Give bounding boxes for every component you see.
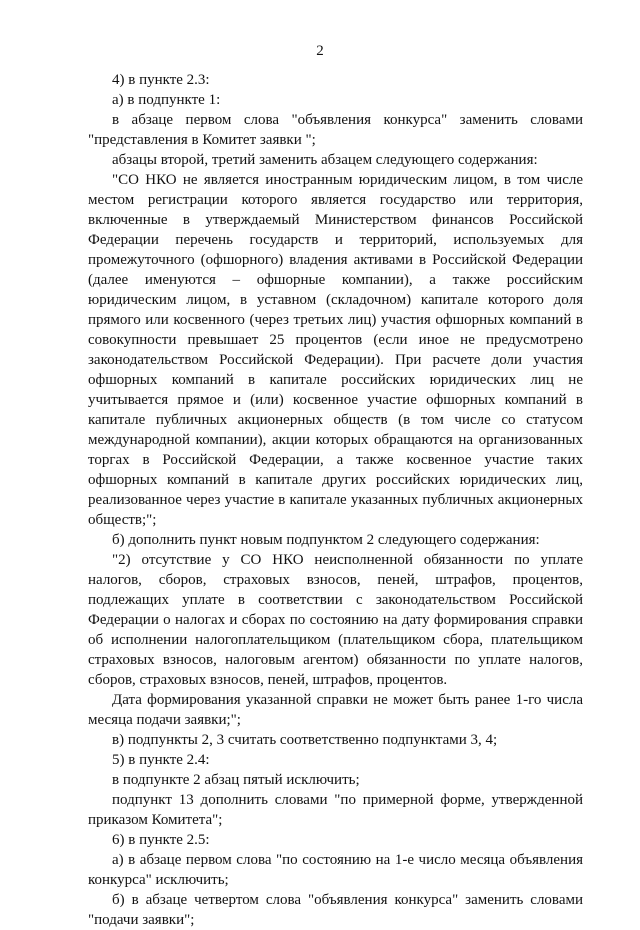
paragraph-subitem-a-exclude-words: а) в абзаце первом слова "по состоянию на 1-е число месяца объявления конкурса" исключить; xyxy=(88,852,583,888)
paragraph-subitem-v-renumber: в) подпункты 2, 3 считать соответственно подпунктами 3, 4; xyxy=(112,732,498,748)
paragraph-subitem-b-replace-words: б) в абзаце четвертом слова "объявления конкурса" заменить словами "подачи заявки"; xyxy=(88,892,583,928)
paragraph-exclude-fifth-abzac: в подпункте 2 абзац пятый исключить; xyxy=(112,772,360,788)
paragraph-subitem-a-point-1: а) в подпункте 1: xyxy=(112,92,221,108)
paragraph-offshore-text: "СО НКО не является иностранным юридическим лицом, в том числе местом регистрации которого является государство или территория, включенные в утверждаемый Министерством финансов Российской Федерации перечень государств и территорий, используемых для промежуточного (офшорного) владения активами в Российской Федерации (далее именуются – офшорные компании), а также российским юридическим лицом, в уставном (складочном) капитале которого доля прямого или косвенного (через третьих лиц) участия офшорных компаний в совокупности превышает 25 процентов (если иное не предусмотрено законодательством Российской Федерации). При расчете доли участия офшорных компаний в капитале российских юридических лиц не учитывается прямое и (или) косвенное участие офшорных компаний в капитале публичных акционерных обществ (в том числе со статусом международной компании), акции которых обращаются на организованных торгах в Российской Федерации, а также косвенное участие таких офшорных компаний в капитале других российских юридических лиц, реализованное через участие в капитале указанных публичных акционерных обществ;"; xyxy=(88,172,583,528)
paragraph-item-6-point-2-5: 6) в пункте 2.5: xyxy=(112,832,210,848)
paragraph-tax-obligation-text: "2) отсутствие у СО НКО неисполненной обязанности по уплате налогов, сборов, страховых взносов, пеней, штрафов, процентов, подлежащих уплате в соответствии с законодательством Российской Федерации о налогах и сборах по состоянию на дату формирования справки об исполнении налогоплательщиком (плательщиком сбора, плательщиком страховых взносов, налоговым агентом) обязанности по уплате налогов, сборов, страховых взносов, пеней, штрафов, процентов. xyxy=(88,552,583,688)
paragraph-point-13-add-words: подпункт 13 дополнить словами "по примерной форме, утвержденной приказом Комитета"; xyxy=(88,792,583,828)
document-body xyxy=(88,70,583,930)
paragraph-item-5-point-2-4: 5) в пункте 2.4: xyxy=(112,752,210,768)
paragraph-replace-second-third-abzac: абзацы второй, третий заменить абзацем следующего содержания: xyxy=(112,152,538,168)
paragraph-item-4-point-2-3: 4) в пункте 2.3: xyxy=(112,72,210,88)
paragraph-subitem-b-add-point-2: б) дополнить пункт новым подпунктом 2 следующего содержания: xyxy=(112,532,540,548)
paragraph-certificate-date: Дата формирования указанной справки не может быть ранее 1-го числа месяца подачи заявки;"; xyxy=(88,692,583,728)
paragraph-replace-first-abzac: в абзаце первом слова "объявления конкурса" заменить словами "представления в Комитет заявки "; xyxy=(88,112,583,148)
page-number: 2 xyxy=(316,43,324,59)
